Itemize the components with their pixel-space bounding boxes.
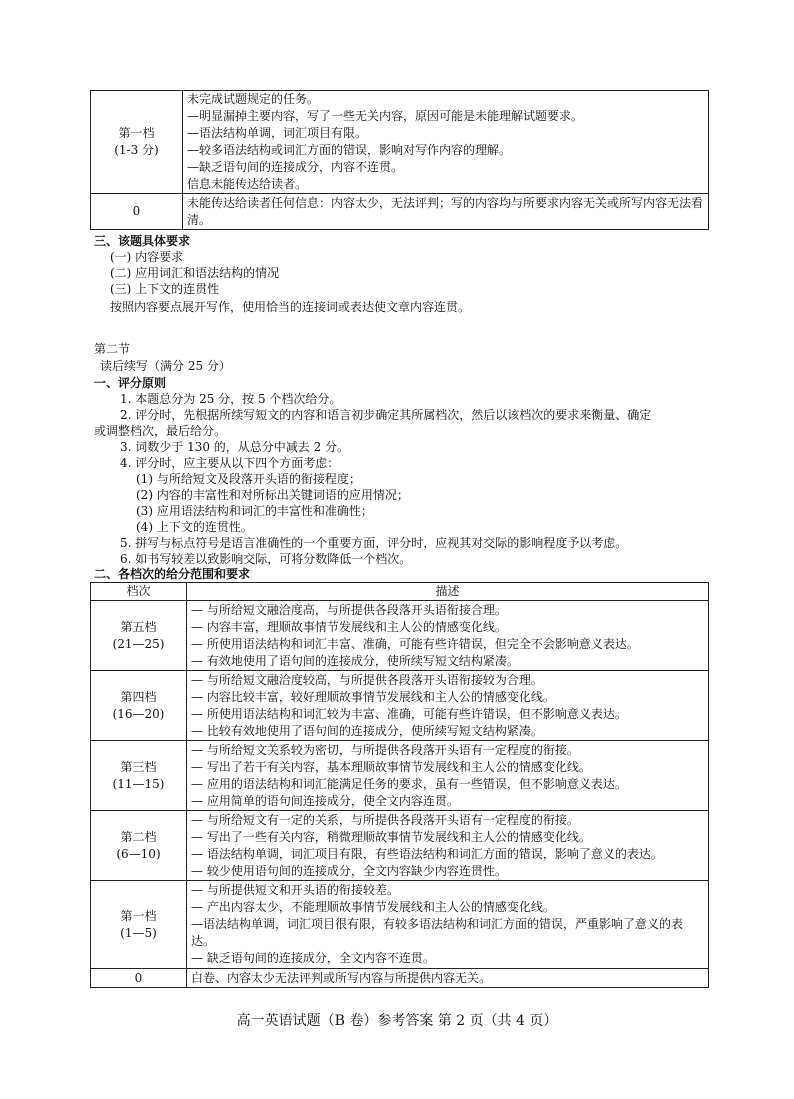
- description-line: 信息未能传达给读者。: [187, 177, 308, 191]
- description-cell: [187, 969, 709, 988]
- requirement-item: (二) 应用词汇和语法结构的情况: [110, 266, 280, 280]
- principle-text: 3. 词数少于 130 的，从总分中减去 2 分。: [120, 440, 350, 454]
- grade-cell: [91, 969, 187, 988]
- description-line: — 产出内容太少，不能理顺故事情节发展线和主人公的情感变化线。: [191, 900, 555, 914]
- principle-text: 4. 评分时，应主要从以下四个方面考虑：: [120, 456, 340, 470]
- grade-cell: [91, 671, 187, 741]
- description-line: — 与所提供短文和开头语的衔接较差。: [191, 883, 399, 897]
- description-line: — 与所给短文关系较为密切，与所提供各段落开头语有一定程度的衔接。: [191, 742, 579, 757]
- description-line: — 内容丰富，理顺故事情节发展线和主人公的情感变化线。: [191, 619, 507, 634]
- table-row: [91, 601, 709, 671]
- description-cell: [187, 671, 709, 741]
- grade-cell: [91, 811, 187, 881]
- column-header-grade: 档次: [91, 583, 187, 601]
- requirement-note: 按照内容要点展开写作，使用恰当的连接词或表达使文章内容连贯。: [110, 300, 471, 314]
- description-cell: [187, 811, 709, 881]
- table-row: [91, 194, 709, 230]
- column-header-description: 描述: [187, 583, 709, 601]
- table-header-row: [91, 583, 709, 601]
- grade-name: 第二档: [120, 829, 157, 844]
- description-line: — 所使用语法结构和词汇丰富、准确，可能有些许错误，但完全不会影响意义表达。: [191, 636, 639, 651]
- description-line: — 写出了若干有关内容，基本理顺故事情节发展线和主人公的情感变化线。: [191, 759, 591, 774]
- section-heading: 三、该题具体要求: [94, 234, 191, 248]
- table-row: [91, 741, 709, 811]
- grade-range: (6—10): [116, 846, 161, 861]
- description-line: — 与所给短文融洽度高，与所提供各段落开头语衔接合理。: [191, 602, 507, 617]
- principle-text: 5. 拼写与标点符号是语言准确性的一个重要方面，评分时，应视其对交际的影响程度予以考虑。: [120, 536, 628, 550]
- description-line: — 语法结构单调，词汇项目有限，有些语法结构和词汇方面的错误，影响了意义的表达。: [191, 846, 663, 861]
- description-line: — 缺乏语句间的连接成分，全文内容不连贯。: [191, 951, 435, 965]
- grade-cell: [91, 601, 187, 671]
- grade-range: (1-3 分): [114, 143, 159, 157]
- table-row: [91, 881, 709, 969]
- section-heading: 二、各档次的给分范围和要求: [94, 567, 251, 581]
- description-line: — 与所给短文有一定的关系，与所提供各段落开头语有一定程度的衔接。: [191, 812, 579, 827]
- description-line: — 较少使用语句间的连接成分，全文内容缺少内容连贯性。: [191, 863, 507, 878]
- grade-name: 第三档: [120, 759, 157, 774]
- grade-range: (1—5): [120, 925, 157, 940]
- table-row: [91, 969, 709, 988]
- description-line: 未能传达给读者任何信息：内容太少，无法评判；写的内容均与所要求内容无关或所写内容无法看清。: [187, 195, 704, 227]
- grade-range: (16—20): [112, 706, 165, 721]
- table-row: [91, 811, 709, 881]
- description-line: —语法结构单调，词汇项目有限。: [187, 126, 368, 140]
- description-line: 未完成试题规定的任务。: [187, 92, 320, 106]
- grade-name: 第一档: [118, 126, 155, 140]
- principle-subitem: (4) 上下文的连贯性。: [136, 520, 253, 534]
- description-line: — 写出了一些有关内容，稍微理顺故事情节发展线和主人公的情感变化线。: [191, 829, 591, 844]
- description-line: —较多语法结构或词汇方面的错误，影响对写作内容的理解。: [187, 143, 512, 157]
- scoring-table-part2: [90, 582, 709, 988]
- description-line: — 有效地使用了语句间的连接成分，使所续写短文结构紧凑。: [191, 653, 519, 668]
- grade-name: 第一档: [120, 908, 157, 923]
- page-footer: 高一英语试题（B 卷）参考答案 第 2 页（共 4 页）: [236, 1013, 558, 1029]
- principle-subitem: (2) 内容的丰富性和对所标出关键词语的应用情况；: [136, 488, 409, 502]
- principle-text: 1. 本题总分为 25 分，按 5 个档次给分。: [120, 392, 342, 406]
- grade-cell: [91, 91, 183, 194]
- scoring-table-part1: [90, 90, 709, 230]
- description-line: — 比较有效地使用了语句间的连接成分，使所续写短文结构紧凑。: [191, 723, 543, 738]
- description-line: — 应用简单的语句间连接成分，使全文内容连贯。: [191, 793, 459, 808]
- requirement-item: (一) 内容要求: [110, 250, 184, 264]
- grade-cell: [91, 194, 183, 230]
- requirement-item: (三) 上下文的连贯性: [110, 282, 220, 296]
- description-line: —明显漏掉主要内容，写了一些无关内容，原因可能是未能理解试题要求。: [187, 109, 584, 123]
- table-row: [91, 671, 709, 741]
- principle-text: 2. 评分时，先根据所续写短文的内容和语言初步确定其所属档次，然后以该档次的要求来衡量、确定: [120, 408, 652, 422]
- description-line: —语法结构单调，词汇项目很有限，有较多语法结构和词汇方面的错误，严重影响了意义的表达。: [191, 917, 684, 948]
- description-line: — 应用的语法结构和词汇能满足任务的要求，虽有一些错误，但不影响意义表达。: [191, 776, 627, 791]
- description-cell: [187, 601, 709, 671]
- grade-name: 0: [134, 970, 143, 985]
- description-line: — 内容比较丰富，较好理顺故事情节发展线和主人公的情感变化线。: [191, 689, 555, 704]
- grade-range: (21—25): [112, 636, 165, 651]
- principle-text: 或调整档次，最后给分。: [94, 424, 227, 438]
- description-cell: [183, 194, 709, 230]
- description-cell: [187, 741, 709, 811]
- grade-range: (11—15): [112, 776, 165, 791]
- part-title: 第二节: [94, 342, 131, 356]
- principle-text: 6. 如书写较差以致影响交际，可将分数降低一个档次。: [120, 552, 412, 566]
- principle-subitem: (3) 应用语法结构和词汇的丰富性和准确性；: [136, 504, 373, 518]
- description-line: 白卷、内容太少无法评判或所写内容与所提供内容无关。: [191, 970, 492, 985]
- grade-cell: [91, 741, 187, 811]
- description-line: — 所使用语法结构和词汇较为丰富、准确，可能有些许错误，但不影响意义表达。: [191, 706, 627, 721]
- description-line: —缺乏语句间的连接成分，内容不连贯。: [187, 160, 404, 174]
- principle-subitem: (1) 与所给短文及段落开头语的衔接程度；: [136, 472, 361, 486]
- section-heading: 一、评分原则: [94, 376, 167, 390]
- description-cell: [183, 91, 709, 194]
- grade-name: 第四档: [120, 689, 157, 704]
- part-subtitle: 读后续写（满分 25 分）: [100, 359, 231, 373]
- table-row: [91, 91, 709, 194]
- description-cell: [187, 881, 709, 969]
- grade-name: 第五档: [120, 619, 157, 634]
- grade-name: 0: [132, 204, 141, 218]
- grade-cell: [91, 881, 187, 969]
- description-line: — 与所给短文融洽度较高，与所提供各段落开头语衔接较为合理。: [191, 672, 543, 687]
